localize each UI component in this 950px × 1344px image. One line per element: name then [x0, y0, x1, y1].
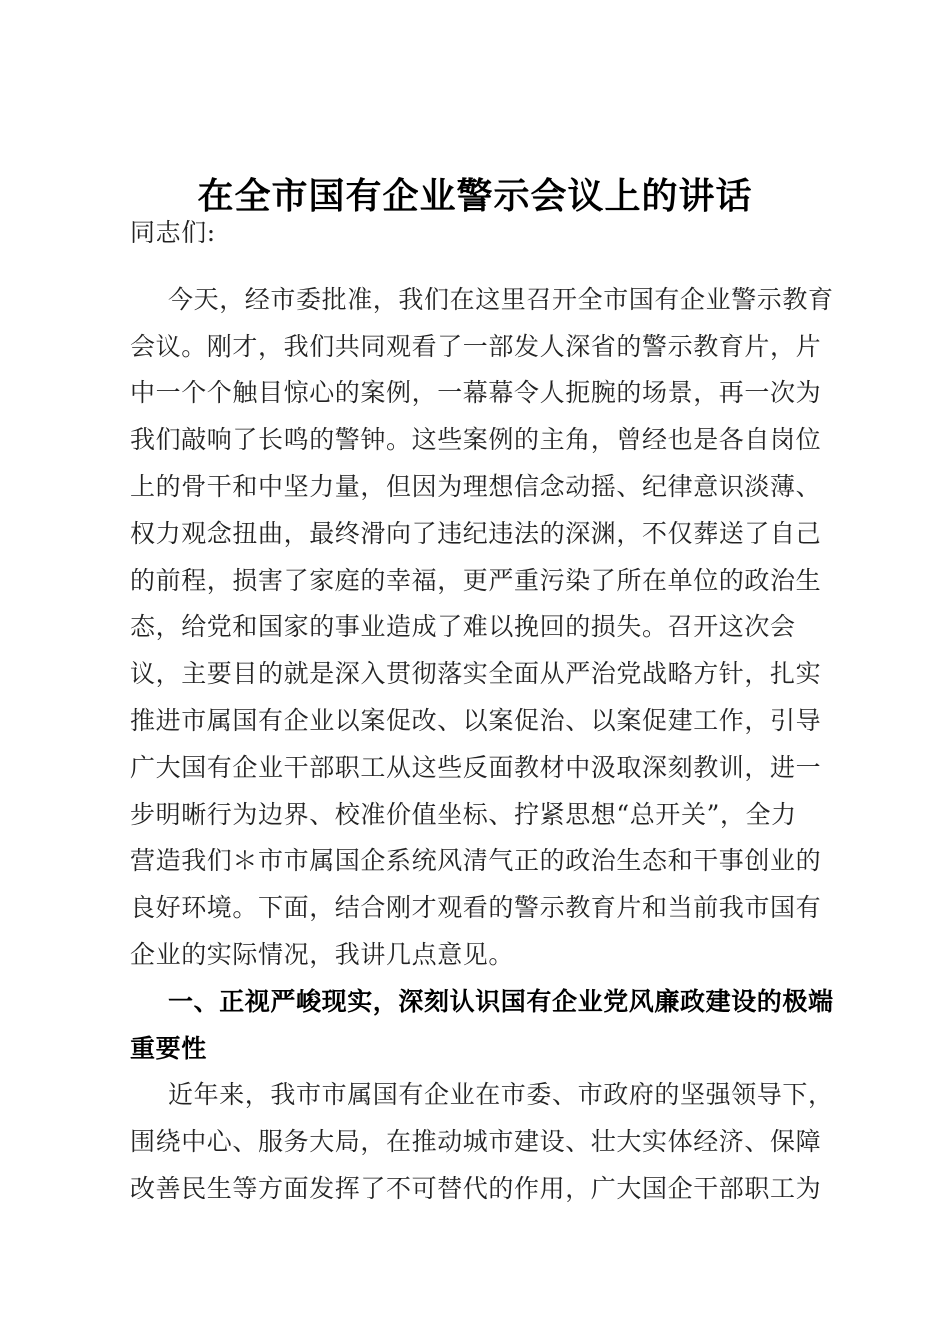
text-line: 改善民生等方面发挥了不可替代的作用，广大国企干部职工为 [130, 1173, 822, 1203]
text-line: 营造我们＊市市属国企系统风清气正的政治生态和干事创业的 [130, 846, 822, 876]
text-line: 广大国有企业干部职工从这些反面教材中汲取深刻教训，进一 [130, 752, 822, 782]
text-line: 上的骨干和中坚力量，但因为理想信念动摇、纪律意识淡薄、 [130, 471, 822, 501]
text-line: 企业的实际情况，我讲几点意见。 [130, 939, 515, 969]
heading-line: 一、正视严峻现实，深刻认识国有企业党风廉政建设的极端 [168, 986, 834, 1016]
text-line: 近年来，我市市属国有企业在市委、市政府的坚强领导下， [168, 1080, 834, 1110]
paragraph-section-one [130, 1072, 834, 1212]
document-body [130, 210, 834, 1213]
text-line: 权力观念扭曲，最终滑向了违纪违法的深渊，不仅葬送了自己 [130, 518, 822, 548]
text-line: 态，给党和国家的事业造成了难以挽回的损失。召开这次会 [130, 612, 796, 642]
section-heading [130, 979, 834, 1073]
text-line: 围绕中心、服务大局，在推动城市建设、壮大实体经济、保障 [130, 1127, 822, 1157]
text-line: 议，主要目的就是深入贯彻落实全面从严治党战略方针，扎实 [130, 659, 822, 689]
text-line: 今天，经市委批准，我们在这里召开全市国有企业警示教育 [168, 284, 834, 314]
text-line: 的前程，损害了家庭的幸福，更严重污染了所在单位的政治生 [130, 565, 822, 595]
text-line: 推进市属国有企业以案促改、以案促治、以案促建工作，引导 [130, 705, 822, 735]
text-line: 中一个个触目惊心的案例，一幕幕令人扼腕的场景，再一次为 [130, 378, 822, 408]
text-line: 我们敲响了长鸣的警钟。这些案例的主角，曾经也是各自岗位 [130, 425, 822, 455]
text-line: 步明晰行为边界、校准价值坐标、拧紧思想“总开关”，全力 [130, 799, 797, 829]
salutation: 同志们: [130, 218, 216, 247]
heading-line: 重要性 [130, 1033, 207, 1063]
text-line: 良好环境。下面，结合刚才观看的警示教育片和当前我市国有 [130, 893, 822, 923]
paragraph-intro [130, 277, 834, 979]
document-title: 在全市国有企业警示会议上的讲话 [197, 175, 753, 217]
text-line: 会议。刚才，我们共同观看了一部发人深省的警示教育片，片 [130, 331, 822, 361]
